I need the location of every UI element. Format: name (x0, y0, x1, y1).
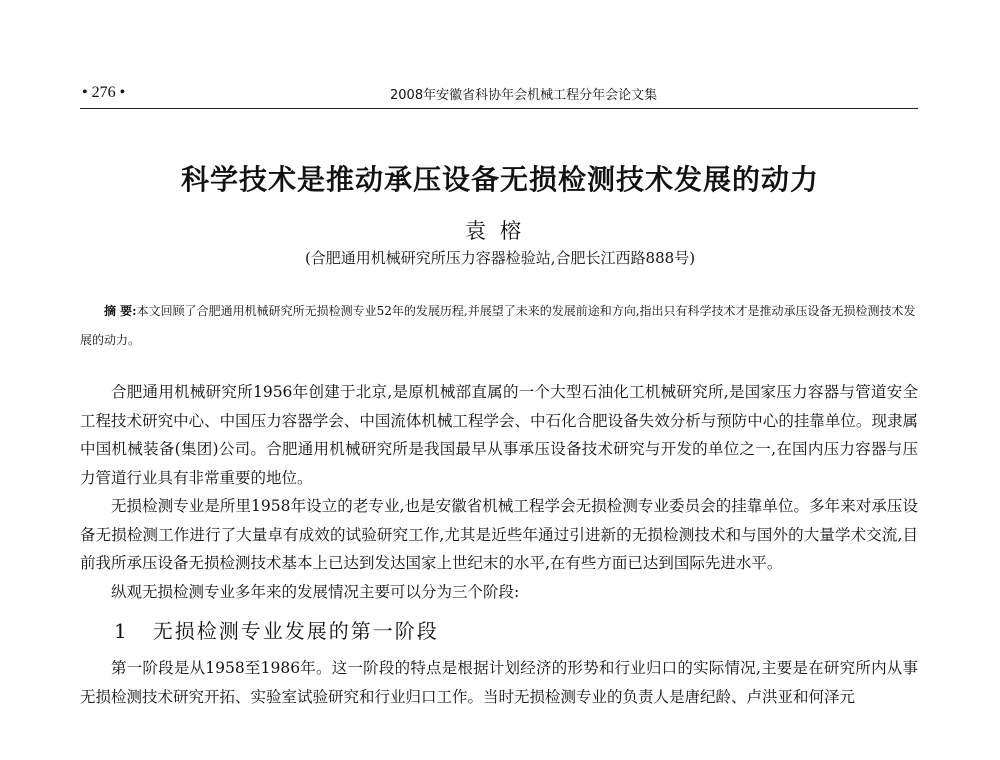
paper-title: 科学技术是推动承压设备无损检测技术发展的动力 (180, 163, 819, 196)
running-header (80, 84, 918, 109)
body-paragraph: 第一阶段是从1958至1986年。这一阶段的特点是根据计划经济的形势和行业归口的实际情况,主要是在研究所内从事无损检测技术研究开拓、实验室试验研究和行业归口工作。当时无损检测专业的负责人是唐纪龄、卢洪亚和何泽元 (80, 659, 918, 706)
abstract (80, 297, 918, 355)
journal-name: 2008年安徽省科协年会机械工程分年会论文集 (390, 88, 658, 103)
section-heading (114, 614, 918, 648)
section-number: 1 (114, 619, 129, 643)
author-affiliation: (合肥通用机械研究所压力容器检验站,合肥长江西路888号) (304, 249, 696, 267)
abstract-label: 摘 要: (104, 304, 137, 318)
page-number: • 276 • (82, 84, 126, 101)
body-paragraph: 无损检测专业是所里1958年设立的老专业,也是安徽省机械工程学会无损检测专业委员会的挂靠单位。多年来对承压设备无损检测工作进行了大量卓有成效的试验研究工作,尤其是近些年通过引进新的无损检测技术和与国外的大量学术交流,目前我所承压设备无损检测技术基本上已达到发达国家上世纪末的水平,在有些方面已达到国际先进水平。 (80, 497, 918, 572)
abstract-text: 本文回顾了合肥通用机械研究所无损检测专业52年的发展历程,并展望了未来的发展前途和方向,指出只有科学技术才是推动承压设备无损检测技术发展的动力。 (80, 304, 916, 347)
body-paragraph: 合肥通用机械研究所1956年创建于北京,是原机械部直属的一个大型石油化工机械研究所,是国家压力容器与管道安全工程技术研究中心、中国压力容器学会、中国流体机械工程学会、中石化合肥设备失效分析与预防中心的挂靠单位。现隶属中国机械装备(集团)公司。合肥通用机械研究所是我国最早从事承压设备技术研究与开发的单位之一,在国内压力容器与压力管道行业具有非常重要的地位。 (80, 383, 918, 487)
author-name: 袁榕 (465, 219, 535, 243)
article-body (80, 378, 918, 711)
body-paragraph: 纵观无损检测专业多年来的发展情况主要可以分为三个阶段: (111, 582, 520, 601)
section-title: 无损检测专业发展的第一阶段 (152, 619, 439, 643)
